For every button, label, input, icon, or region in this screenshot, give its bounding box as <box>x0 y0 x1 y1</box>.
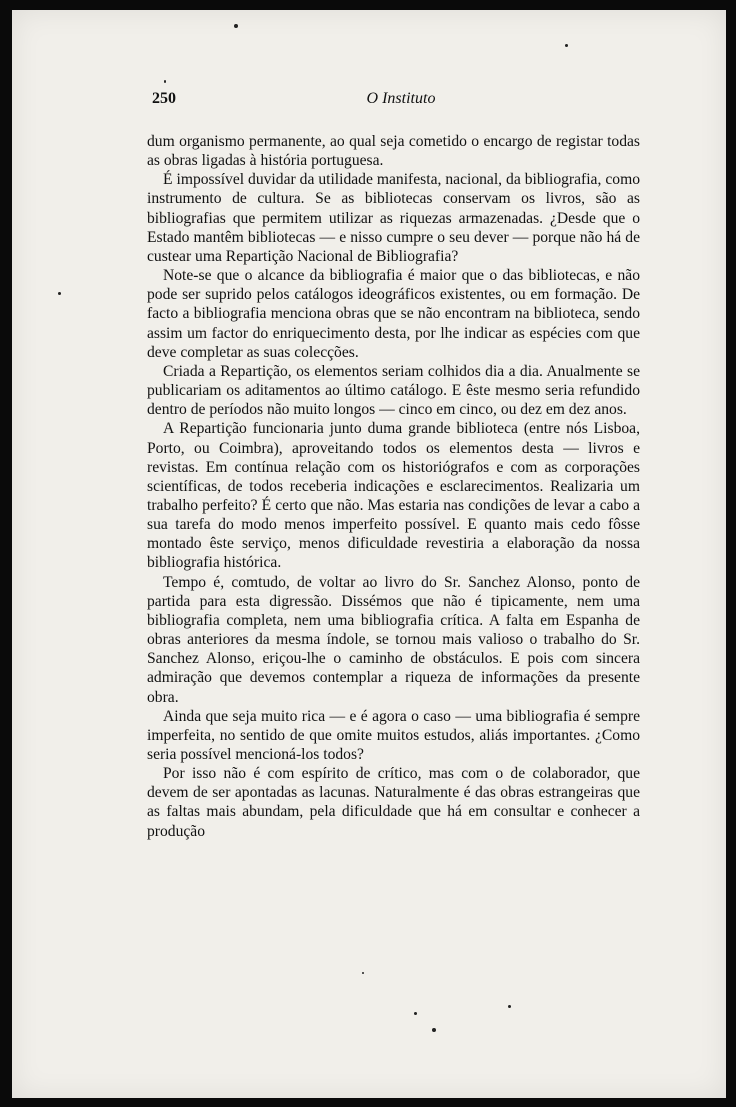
paragraph: É impossível duvidar da utilidade manifesta, nacional, da bibliografia, como instrumento de cultura. Se as bibliotecas conservam os livros, são as bibliografias que permitem utilizar as riquezas armazenadas. ¿Desde que o Estado mantêm bibliotecas — e nisso cumpre o seu dever — porque não há de custear uma Repartição Nacional de Bibliografia? <box>147 171 640 265</box>
ink-speck <box>414 1012 417 1015</box>
ink-speck <box>164 80 166 83</box>
ink-speck <box>508 1005 511 1008</box>
ink-speck <box>432 1028 436 1032</box>
paragraph: Criada a Repartição, os elementos seriam colhidos dia a dia. Anualmente se publicariam os aditamentos ao último catálogo. E êste mesmo seria refundido dentro de períodos não muito longos — cinco em cinco, ou dez em dez anos. <box>147 362 640 419</box>
ink-speck <box>565 44 568 47</box>
body-text <box>147 132 640 841</box>
ink-speck <box>234 24 238 28</box>
paragraph: dum organismo permanente, ao qual seja cometido o encargo de registar todas as obras ligadas à história portuguesa. <box>147 133 640 170</box>
book-page <box>12 10 726 1098</box>
page-number: 250 <box>152 90 176 107</box>
ink-speck <box>362 972 364 974</box>
paragraph: Note-se que o alcance da bibliografia é maior que o das bibliotecas, e não pode ser suprido pelos catálogos ideográficos existentes, ou em formação. De facto a bibliografia menciona obras que se não encontram na biblioteca, sendo assim um factor do enriquecimento desta, por lhe indicar as espécies com que deve completar as suas colecções. <box>147 267 640 361</box>
ink-speck <box>58 292 61 295</box>
paragraph: A Repartição funcionaria junto duma grande biblioteca (entre nós Lisboa, Porto, ou Coimbra), aproveitando todos os elementos desta — livros e revistas. Em contínua relação com os historiógrafos e com as corporações scientíficas, de todos receberia indicações e esclarecimentos. Realizaria um trabalho perfeito? É certo que não. Mas estaria nas condições de levar a cabo a sua tarefa do modo menos imperfeito possível. E quanto mais cedo fôsse montado êste serviço, menos dificuldade revestiria a elaboração da nossa bibliografia histórica. <box>147 420 640 572</box>
paragraph: Ainda que seja muito rica — e é agora o caso — uma bibliografia é sempre imperfeita, no sentido de que omite muitos estudos, aliás importantes. ¿Como seria possível mencioná-los todos? <box>147 707 640 763</box>
running-title: O Instituto <box>366 90 436 107</box>
paragraph: Tempo é, comtudo, de voltar ao livro do Sr. Sanchez Alonso, ponto de partida para esta digressão. Dissémos que não é tipicamente, nem uma bibliografia completa, nem uma bibliografia crítica. A falta em Espanha de obras anteriores da mesma índole, se tornou mais valioso o trabalho do Sr. Sanchez Alonso, eriçou-lhe o caminho de obstáculos. E pois com sincera admiração que devemos contemplar a riqueza de informações da presente obra. <box>147 573 640 706</box>
paragraph: Por isso não é com espírito de crítico, mas com o de colaborador, que devem de ser apontadas as lacunas. Naturalmente é das obras estrangeiras que as faltas mais abundam, pela dificuldade que há em consultar e conhecer a produção <box>147 765 640 840</box>
page-header <box>152 90 650 114</box>
